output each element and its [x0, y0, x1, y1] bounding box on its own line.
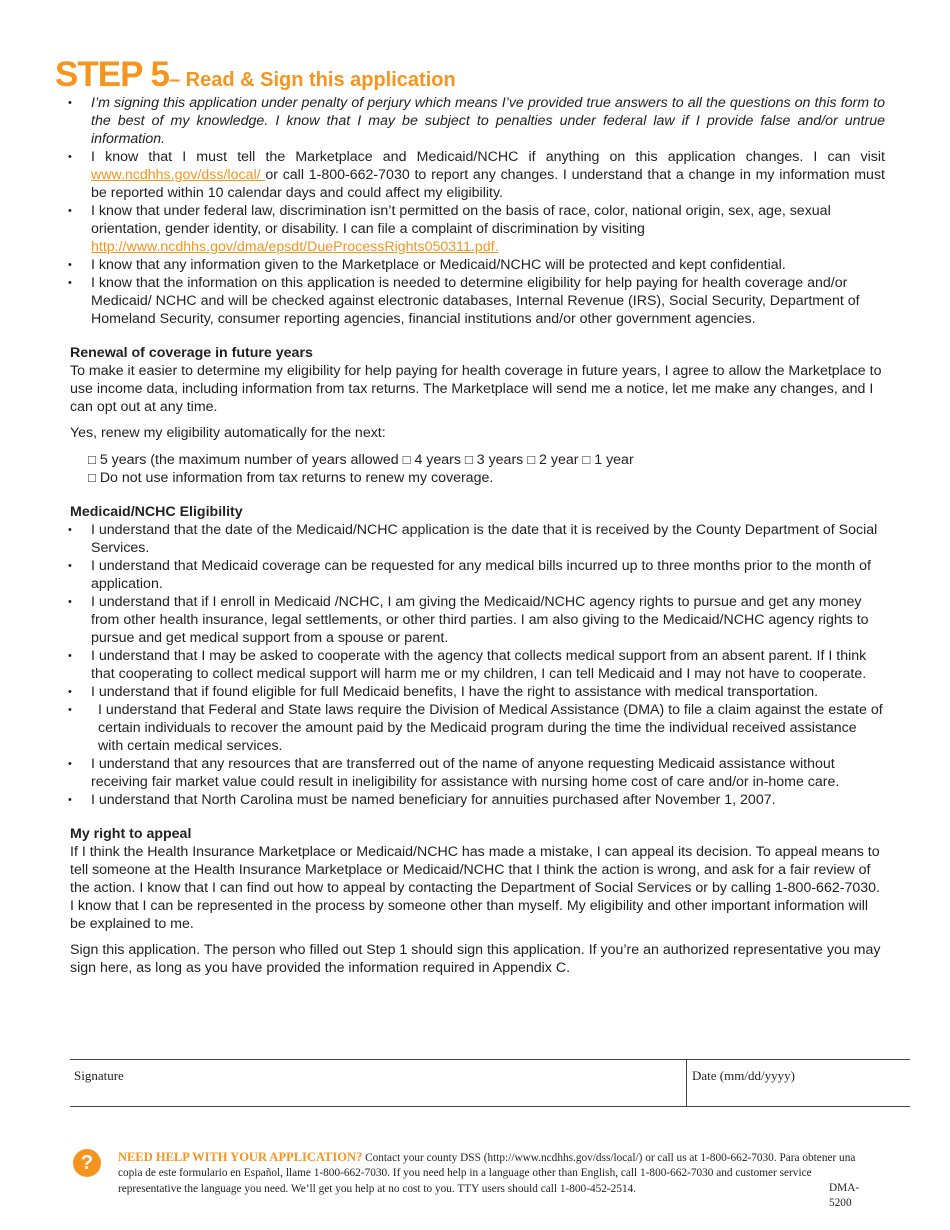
renewal-heading: Renewal of coverage in future years [70, 345, 313, 361]
signature-field-label[interactable]: Signature [74, 1068, 124, 1083]
checkbox-3-years[interactable]: □ [464, 452, 473, 467]
list-item: • I understand that if found eligible for full Medicaid benefits, I have the right to assistance with medical transportation. [68, 684, 819, 700]
medicaid-heading: Medicaid/NCHC Eligibility [70, 504, 243, 520]
checkbox-2-year[interactable]: □ [527, 452, 536, 467]
intro-list [70, 94, 885, 328]
checkbox-4-years[interactable]: □ [402, 452, 411, 467]
document-body [70, 94, 885, 977]
list-item: • I understand that any resources that are transferred out of the name of anyone requesting Medicaid assistance without receiving fair market value could result in ineligibility for assistance with nursing home cost of care and/or in-home care. [68, 756, 840, 790]
bullet-icon: • [68, 151, 72, 163]
renewal-paragraph: To make it easier to determine my eligibility for help paying for health coverage in future years, I agree to allow the Marketplace to use income data, including information from tax returns. The Marketplace will send me a notice, let me make any changes, and I can opt out at any time. [70, 363, 882, 415]
bullet-icon: • [68, 560, 72, 572]
checkbox-do-not-renew[interactable]: □ [88, 470, 96, 485]
renewal-options: □ 5 years (the maximum number of years allowed □ 4 years □ 3 years □ 2 year □ 1 year □ Do not use information from tax returns to renew my coverage. [88, 452, 634, 486]
medicaid-list [70, 521, 885, 809]
date-field-label[interactable]: Date (mm/dd/yyyy) [692, 1068, 795, 1083]
checkbox-1-year[interactable]: □ [582, 452, 591, 467]
bullet-icon: • [68, 97, 72, 109]
bullet-icon: • [68, 524, 72, 536]
list-item: • I understand that if I enroll in Medicaid /NCHC, I am giving the Medicaid/NCHC agency rights to pursue and get any money from other health insurance, legal settlements, or other third parties. I am also giving to the Medicaid/NCHC agency rights to pursue and get medical support from a spouse or parent. [68, 594, 869, 646]
appeal-paragraph: If I think the Health Insurance Marketplace or Medicaid/NCHC has made a mistake, I can appeal its decision. To appeal means to tell someone at the Health Insurance Marketplace or Medicaid/NCHC that I think the action is wrong, and ask for a fair review of the action. I know that I can find out how to appeal by contacting the Department of Social Services or by calling 1-800-662-7030. I know that I can be represented in the process by someone other than myself. My eligibility and other important information will be explained to me. [70, 844, 880, 932]
signature-row [70, 1059, 910, 1107]
due-process-link[interactable]: http://www.ncdhhs.gov/dma/epsdt/DueProcessRights050311.pdf. [91, 239, 499, 255]
bullet-icon: • [68, 650, 72, 662]
bullet-icon: • [68, 686, 72, 698]
bullet-icon: • [68, 596, 72, 608]
list-item: • I’m signing this application under penalty of perjury which means I’ve provided true answers to all the questions on this form to the best of my knowledge. I know that I may be subject to penalties under federal law if I provide false and/or untrue information. [68, 95, 885, 147]
list-item: • I know that the information on this application is needed to determine eligibility for help paying for health coverage and/or Medicaid/ NCHC and will be checked against electronic databases, Internal Revenue (IRS), Social Security, Department of Homeland Security, consumer reporting agencies, financial institutions and/or other government agencies. [68, 275, 860, 327]
list-item: • I know that I must tell the Marketplace and Medicaid/NCHC if anything on this application changes. I can visit www.ncdhhs.gov/dss/local/ or call 1-800-662-7030 to report any changes. I understand that a change in my information must be reported within 10 calendar days and could affect my eligibility. [68, 149, 885, 201]
bullet-icon: • [68, 259, 72, 271]
bullet-icon: • [68, 794, 72, 806]
renewal-prompt: Yes, renew my eligibility automatically for the next: [70, 425, 386, 441]
bullet-icon: • [68, 704, 72, 716]
list-item: • I understand that Medicaid coverage can be requested for any medical bills incurred up to three months prior to the month of application. [68, 558, 871, 592]
signature-divider [686, 1060, 687, 1106]
step-number: STEP 5 [55, 55, 169, 94]
list-item: • I understand that I may be asked to cooperate with the agency that collects medical support from an absent parent. If I think that cooperating to collect medical support will harm me or my children, I can tell Medicaid and I may not have to cooperate. [68, 648, 867, 682]
question-mark-icon: ? [73, 1149, 101, 1177]
appeal-heading: My right to appeal [70, 826, 192, 842]
list-item: • I understand that the date of the Medicaid/NCHC application is the date that it is received by the County Department of Social Services. [68, 522, 878, 556]
list-item: • I know that any information given to the Marketplace or Medicaid/NCHC will be protected and kept confidential. [68, 257, 786, 273]
step-heading [55, 55, 456, 95]
help-text: Contact your county DSS (http://www.ncdhhs.gov/dss/local/) or call us at 1-800-662-7030. Para obtener una copia de este formulario en Español, llame 1-800-662-7030. If you need help in a language other than English, call 1-800-662-7030 and customer service representative the language you need. We’ll get you help at no cost to you. TTY users should call 1-800-452-2514. [118, 1152, 856, 1195]
checkbox-5-years[interactable]: □ [88, 452, 96, 467]
bullet-icon: • [68, 205, 72, 217]
help-footer [118, 1150, 863, 1197]
bullet-icon: • [68, 277, 72, 289]
step-title: – Read & Sign this application [168, 69, 456, 91]
help-highlight: NEED HELP WITH YOUR APPLICATION? [118, 1150, 363, 1164]
list-item: • I know that under federal law, discrimination isn’t permitted on the basis of race, color, national origin, sex, age, sexual orientation, gender identity, or disability. I can file a complaint of discrimination by visiting http://www.ncdhhs.gov/dma/epsdt/DueProcessRights050311.pdf. [68, 203, 831, 255]
dss-local-link[interactable]: www.ncdhhs.gov/dss/local/ [91, 167, 266, 183]
list-item: • I understand that Federal and State laws require the Division of Medical Assistance (DMA) to file a claim against the estate of certain individuals to recover the amount paid by the Medicaid program during the time the individual received assistance with certain medical services. [68, 702, 883, 754]
form-number: DMA-5200 [829, 1182, 860, 1209]
bullet-icon: • [68, 758, 72, 770]
list-item: • I understand that North Carolina must be named beneficiary for annuities purchased after November 1, 2007. [68, 792, 776, 808]
sign-instructions: Sign this application. The person who filled out Step 1 should sign this application. If you’re an authorized representative you may sign here, as long as you have provided the information required in Appendix C. [70, 942, 881, 976]
